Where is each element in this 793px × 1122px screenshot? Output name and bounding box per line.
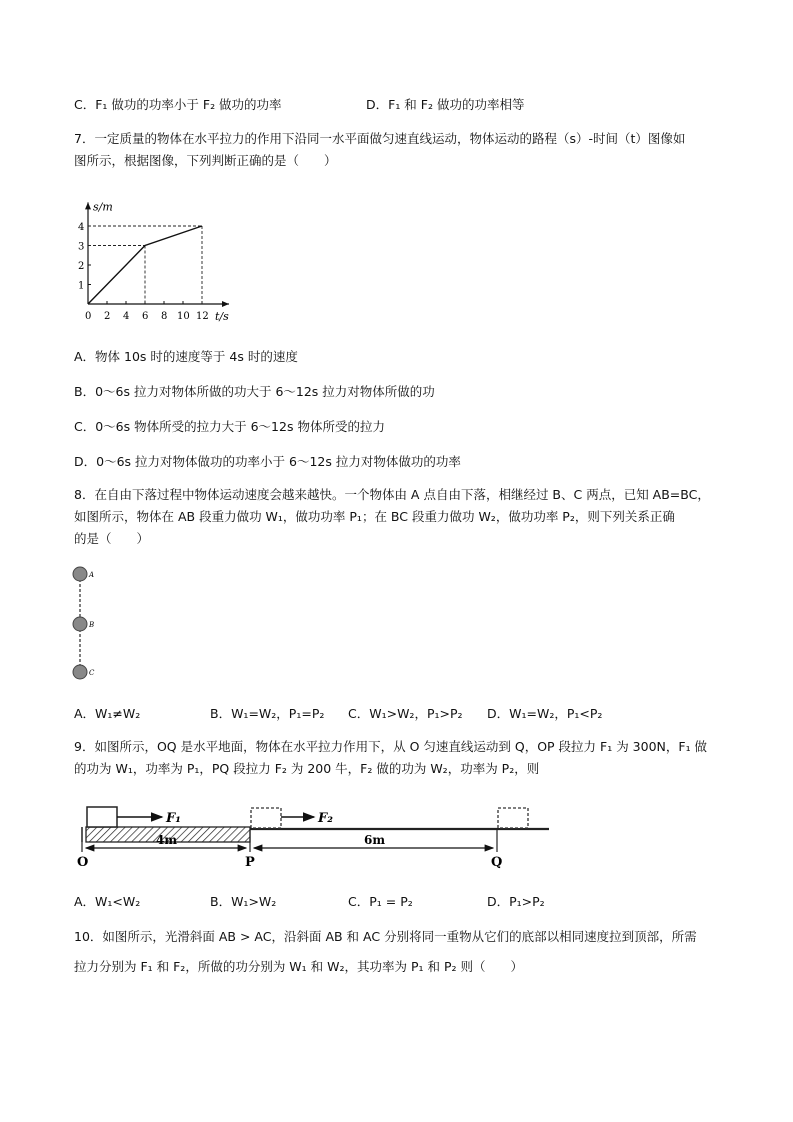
- q8-option-c: C．W₁>W₂，P₁>P₂: [348, 706, 463, 721]
- point-q-label: Q: [491, 855, 503, 870]
- falling-object-figure: [66, 564, 106, 684]
- q6-option-d: D．F₁ 和 F₂ 做功的功率相等: [366, 97, 525, 112]
- q7-stem-line2: 图所示，根据图像，下列判断正确的是（ ）: [74, 153, 337, 168]
- q8-stem-line3: 的是（ ）: [74, 531, 150, 546]
- point-b-label: B: [89, 621, 95, 629]
- q7-stem-line1: 7．一定质量的物体在水平拉力的作用下沿同一水平面做匀速直线运动，物体运动的路程（s）-时间（t）图像如: [74, 131, 686, 146]
- y-tick-label: 4: [78, 222, 85, 233]
- distance-op-label: 4m: [156, 833, 178, 847]
- point-a-label: A: [89, 571, 95, 579]
- y-tick-label: 2: [78, 261, 85, 272]
- force-f1-label: F₁: [166, 811, 181, 826]
- q7-option-b: B．0～6s 拉力对物体所做的功大于 6～12s 拉力对物体所做的功: [74, 384, 435, 399]
- point-o-label: O: [77, 855, 89, 870]
- x-tick-label: 2: [104, 311, 111, 322]
- q8-option-d: D．W₁=W₂，P₁<P₂: [487, 706, 603, 721]
- y-axis-label: s/m: [93, 200, 113, 214]
- point-b-ball: [73, 617, 87, 631]
- q7-option-d: D．0～6s 拉力对物体做功的功率小于 6～12s 拉力对物体做功的功率: [74, 454, 461, 469]
- point-p-label: P: [245, 855, 255, 870]
- q9-option-a: A．W₁<W₂: [74, 894, 141, 909]
- q7-option-a: A．物体 10s 时的速度等于 4s 时的速度: [74, 349, 298, 364]
- q7-option-c: C．0～6s 物体所受的拉力大于 6～12s 物体所受的拉力: [74, 419, 385, 434]
- y-tick-label: 3: [78, 241, 85, 253]
- distance-pq-label: 6m: [364, 833, 386, 847]
- q8-stem-line2: 如图所示，物体在 AB 段重力做功 W₁，做功功率 P₁；在 BC 段重力做功 W₂，做功功率 P₂，则下列关系正确: [74, 509, 675, 524]
- q9-stem-line2: 的功为 W₁，功率为 P₁，PQ 段拉力 F₂ 为 200 牛，F₂ 做的功为 W₂，功率为 P₂，则: [74, 761, 540, 776]
- x-axis-arrow: [222, 301, 229, 307]
- q8-stem-line1: 8．在自由下落过程中物体运动速度会越来越快。一个物体由 A 点自由下落，相继经过 B、C 两点，已知 AB=BC，: [74, 487, 710, 502]
- q9-stem-line1: 9．如图所示，OQ 是水平地面，物体在水平拉力作用下，从 O 匀速直线运动到 Q，OP 段拉力 F₁ 为 300N，F₁ 做: [74, 739, 708, 754]
- y-tick-label: 1: [78, 280, 85, 292]
- block-at-q: [498, 808, 528, 828]
- point-c-label: C: [89, 669, 95, 677]
- horizontal-pull-figure: [74, 800, 554, 880]
- x-tick-label: 4: [123, 311, 130, 322]
- q8-option-a: A．W₁≠W₂: [74, 706, 141, 721]
- q6-option-c: C．F₁ 做功的功率小于 F₂ 做功的功率: [74, 97, 282, 112]
- x-tick-label: 8: [161, 311, 168, 322]
- block-at-o: [87, 807, 117, 827]
- force-f2-label: F₂: [318, 811, 333, 826]
- y-axis-arrow: [85, 202, 91, 209]
- q10-stem-line1: 10．如图所示，光滑斜面 AB > AC，沿斜面 AB 和 AC 分别将同一重物从它们的底部以相同速度拉到顶部，所需: [74, 929, 697, 944]
- x-tick-label: 12: [196, 311, 209, 322]
- x-axis-label: t/s: [215, 310, 229, 323]
- point-a-ball: [73, 567, 87, 581]
- block-at-p: [251, 808, 281, 828]
- x-tick-label: 0: [85, 311, 92, 322]
- q9-option-d: D．P₁>P₂: [487, 894, 545, 909]
- x-tick-label: 10: [177, 311, 190, 322]
- q9-option-b: B．W₁>W₂: [210, 894, 277, 909]
- q8-option-b: B．W₁=W₂，P₁=P₂: [210, 706, 325, 721]
- q10-stem-line2: 拉力分别为 F₁ 和 F₂，所做的功分别为 W₁ 和 W₂，其功率为 P₁ 和 P₂ 则（ ）: [74, 959, 523, 974]
- point-c-ball: [73, 665, 87, 679]
- x-tick-label: 6: [142, 311, 149, 322]
- q9-option-c: C．P₁ = P₂: [348, 894, 413, 909]
